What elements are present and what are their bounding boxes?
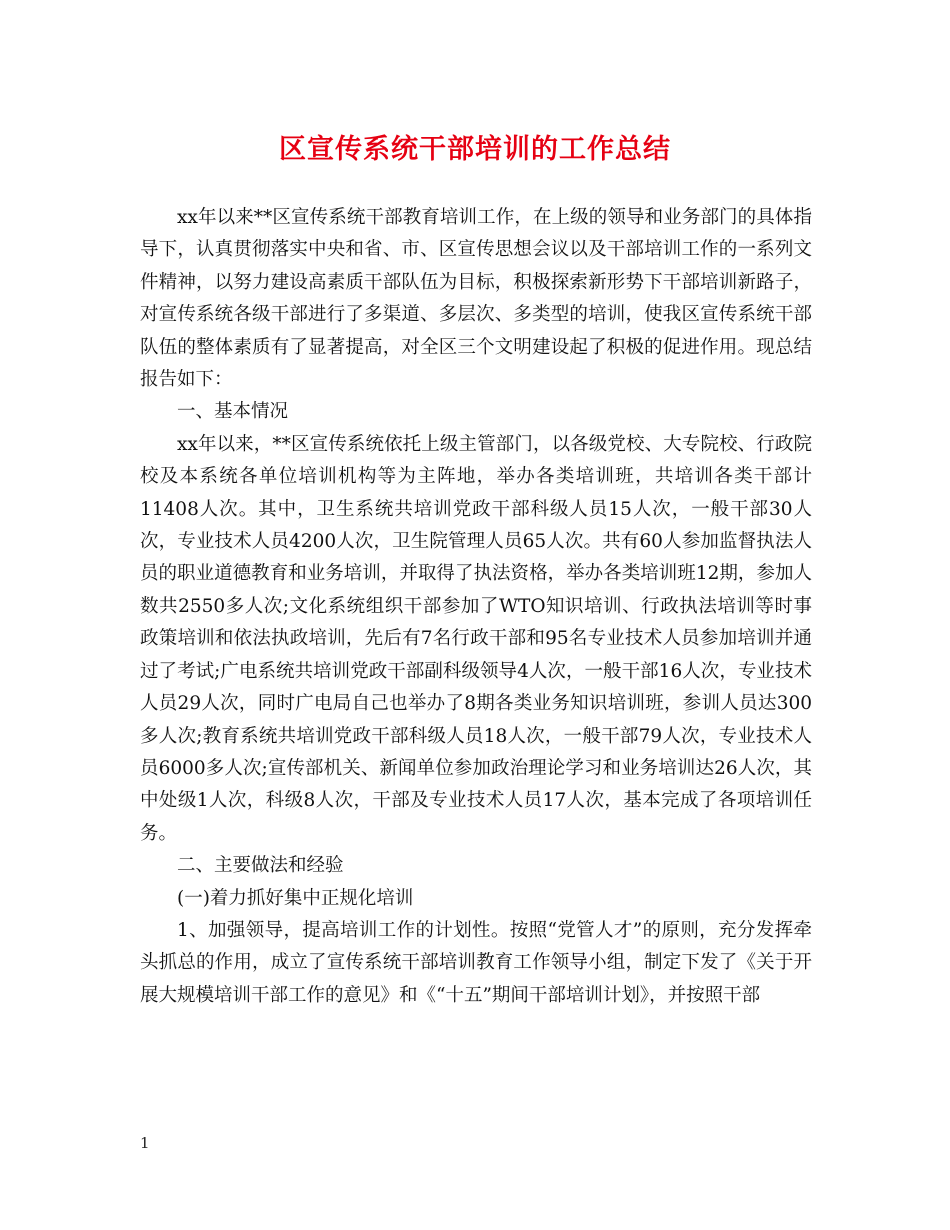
heading-main-practices: 二、主要做法和经验 [177, 855, 344, 877]
paragraph-leadership: 1、加强领导，提高培训工作的计划性。按照“党管人才”的原则，充分发挥牵头抓总的作用，成立了宣传系统干部培训教育工作领导小组，制定下发了《关于开展大规模培训干部工作的意见》和《“十五”期间干部培训计划》，并按照干部 [140, 919, 812, 1006]
page-number: 1 [140, 1134, 150, 1152]
document-body [140, 202, 812, 1012]
paragraph-intro: xx年以来**区宣传系统干部教育培训工作，在上级的领导和业务部门的具体指导下，认真贯彻落实中央和省、市、区宣传思想会议以及干部培训工作的一系列文件精神，以努力建设高素质干部队伍为目标，积极探索新形势下干部培训新路子，对宣传系统各级干部进行了多渠道、多层次、多类型的培训，使我区宣传系统干部队伍的整体素质有了显著提高，对全区三个文明建设起了积极的促进作用。现总结报告如下： [140, 207, 812, 391]
paragraph-basic-situation: xx年以来，**区宣传系统依托上级主管部门，以各级党校、大专院校、行政院校及本系统各单位培训机构等为主阵地，举办各类培训班，共培训各类干部计11408人次。其中，卫生系统共培训党政干部科级人员15人次，一般干部30人次，专业技术人员4200人次，卫生院管理人员65人次。共有60人参加监督执法人员的职业道德教育和业务培训，并取得了执法资格，举办各类培训班12期，参加人数共2550多人次;文化系统组织干部参加了WTO知识培训、行政执法培训等时事政策培训和依法执政培训，先后有7名行政干部和95名专业技术人员参加培训并通过了考试;广电系统共培训党政干部副科级领导4人次，一般干部16人次，专业技术人员29人次，同时广电局自己也举办了8期各类业务知识培训班，参训人员达300多人次;教育系统共培训党政干部科级人员18人次，一般干部79人次，专业技术人员6000多人次;宣传部机关、新闻单位参加政治理论学习和业务培训达26人次，其中处级1人次，科级8人次，干部及专业技术人员17人次，基本完成了各项培训任务。 [140, 433, 812, 844]
document-title: 区宣传系统干部培训的工作总结 [279, 134, 671, 165]
subheading-centralized-training: (一)着力抓好集中正规化培训 [177, 887, 414, 909]
heading-basic-situation: 一、基本情况 [177, 401, 289, 423]
